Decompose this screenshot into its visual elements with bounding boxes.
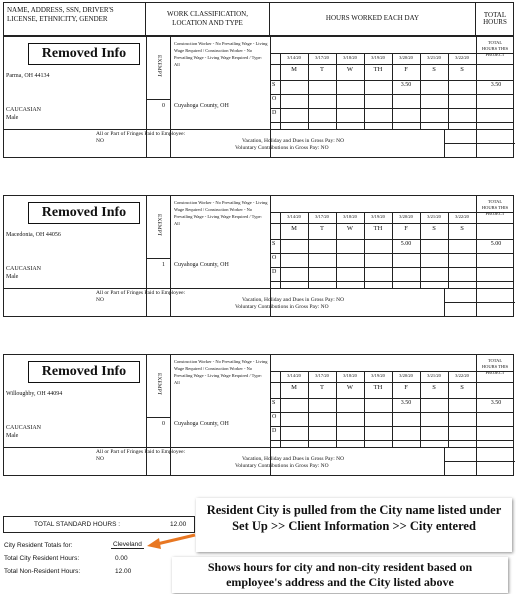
arrow-icon <box>145 531 197 551</box>
work-location: Cuyahoga County, OH <box>174 262 229 268</box>
column-divider <box>146 196 147 316</box>
date-label: 3/18/20 <box>343 214 357 219</box>
employee-gender: Male <box>6 433 19 439</box>
date-label: 3/19/20 <box>371 373 385 378</box>
footer-right-row <box>444 302 515 303</box>
employee-count: 0 <box>162 421 165 427</box>
nonresident-hours-value: 12.00 <box>115 568 132 575</box>
date-label: 3/21/20 <box>427 55 441 60</box>
grid-row-line <box>270 94 514 95</box>
row-label: O <box>272 255 277 261</box>
date-label: 3/19/20 <box>371 214 385 219</box>
date-label: 3/22/20 <box>455 55 469 60</box>
voluntary-text: Voluntary Contributions in Gross Pay: NO <box>235 463 329 469</box>
date-label: 3/22/20 <box>455 214 469 219</box>
grid-row-line <box>270 212 514 213</box>
grid-row-line <box>270 412 514 413</box>
resident-hours-value: 0.00 <box>115 555 128 562</box>
row-label: O <box>272 96 277 102</box>
work-location: Cuyahoga County, OH <box>174 421 229 427</box>
fringes-label: All or Part of Fringes Paid to Employee: <box>96 290 186 296</box>
column-divider <box>146 355 147 475</box>
day-label: T <box>320 225 324 232</box>
employee-ethnicity: CAUCASIAN <box>6 266 42 272</box>
employee-block <box>3 354 514 476</box>
grid-row-line <box>270 80 514 81</box>
grid-row-line <box>270 129 514 130</box>
day-label: S <box>432 66 436 73</box>
employee-gender: Male <box>6 274 19 280</box>
grid-row-line <box>270 281 514 282</box>
grid-row-line <box>270 239 514 240</box>
column-divider <box>170 196 171 316</box>
date-label: 3/14/20 <box>287 373 301 378</box>
date-label: 3/20/20 <box>399 55 413 60</box>
grid-row-line <box>270 53 514 54</box>
voluntary-text: Voluntary Contributions in Gross Pay: NO <box>235 145 329 151</box>
header-work-cell: WORK CLASSIFICATION, LOCATION AND TYPE <box>146 3 270 35</box>
total-standard-label: TOTAL STANDARD HOURS : <box>34 521 121 528</box>
total-hours-value: 5.00 <box>490 241 502 247</box>
date-label: 3/17/20 <box>315 55 329 60</box>
grid-row-line <box>270 426 514 427</box>
day-label: S <box>460 66 464 73</box>
day-label: F <box>404 66 408 73</box>
row-label: S <box>272 241 276 247</box>
employee-count: 1 <box>162 262 165 268</box>
friday-hours: 5.00 <box>400 241 412 247</box>
grid-row-line <box>270 288 514 289</box>
total-standard-value: 12.00 <box>170 521 187 528</box>
grid-row-line <box>270 64 514 65</box>
employee-block <box>3 36 514 158</box>
employee-gender: Male <box>6 115 19 121</box>
employee-ethnicity: CAUCASIAN <box>6 425 42 431</box>
resident-hours-label: Total City Resident Hours: <box>4 555 80 562</box>
grid-row-line <box>270 398 514 399</box>
date-label: 3/20/20 <box>399 373 413 378</box>
column-divider <box>170 355 171 475</box>
fringes-label: All or Part of Fringes Paid to Employee: <box>96 131 186 137</box>
work-classification: Construction Worker - No Prevailing Wage - Living Wage Required / Construction Worker - No Prevailing Wage - Living Wage Required / Type: All <box>174 41 268 67</box>
fringes-value: NO <box>96 456 104 462</box>
grid-row-line <box>270 122 514 123</box>
date-label: 3/14/20 <box>287 55 301 60</box>
vacation-text: Vacation, Holiday and Dues in Gross Pay: NO <box>242 297 345 303</box>
day-label: F <box>404 225 408 232</box>
nonresident-hours-label: Total Non-Resident Hours: <box>4 568 81 575</box>
day-label: T <box>320 66 324 73</box>
fringes-value: NO <box>96 297 104 303</box>
work-classification: Construction Worker - No Prevailing Wage - Living Wage Required / Construction Worker - No Prevailing Wage - Living Wage Required / Type: All <box>174 200 268 226</box>
callout-resident-city: Resident City is pulled from the City name listed under Set Up >> Client Information >> City entered <box>196 498 512 552</box>
friday-hours: 3.50 <box>400 82 412 88</box>
grid-row-line <box>270 267 514 268</box>
arrow-head <box>147 538 161 549</box>
city-value: Cleveland <box>113 541 142 548</box>
day-label: TH <box>373 225 383 232</box>
date-label: 3/14/20 <box>287 214 301 219</box>
date-label: 3/21/20 <box>427 214 441 219</box>
footer-divider <box>4 447 270 448</box>
fringes-value: NO <box>96 138 104 144</box>
work-classification: Construction Worker - No Prevailing Wage - Living Wage Required / Construction Worker - No Prevailing Wage - Living Wage Required / Type: All <box>174 359 268 385</box>
row-label: S <box>272 82 276 88</box>
exempt-label: EXEMPT <box>156 214 162 236</box>
voluntary-text: Voluntary Contributions in Gross Pay: NO <box>235 304 329 310</box>
row-label: D <box>272 110 277 116</box>
footer-divider <box>4 129 270 130</box>
grid-row-line <box>270 447 514 448</box>
grid-row-line <box>270 253 514 254</box>
exempt-divider <box>146 258 170 259</box>
vacation-text: Vacation, Holiday and Dues in Gross Pay: NO <box>242 138 345 144</box>
day-label: S <box>460 225 464 232</box>
footer-right-row <box>444 461 515 462</box>
date-label: 3/17/20 <box>315 373 329 378</box>
header-name-cell: NAME, ADDRESS, SSN, DRIVER'S LICENSE, ETHNICITY, GENDER <box>4 3 146 35</box>
day-label: W <box>346 66 354 73</box>
employee-ethnicity: CAUCASIAN <box>6 107 42 113</box>
redacted-info-box: Removed Info <box>28 43 140 65</box>
city-totals-label: City Resident Totals for: <box>4 542 73 549</box>
grid-row-line <box>270 382 514 383</box>
total-hours-label: TOTAL HOURS THIS PROJECT <box>481 358 509 375</box>
employee-block <box>3 195 514 317</box>
row-label: O <box>272 414 277 420</box>
exempt-divider <box>146 417 170 418</box>
total-hours-value: 3.50 <box>490 400 502 406</box>
date-label: 3/22/20 <box>455 373 469 378</box>
header-hours-cell: HOURS WORKED EACH DAY <box>270 3 476 35</box>
vacation-text: Vacation, Holiday and Dues in Gross Pay: NO <box>242 456 345 462</box>
footer-right-row <box>444 143 515 144</box>
total-hours-value: 3.50 <box>490 82 502 88</box>
exempt-label: EXEMPT <box>156 373 162 395</box>
callout-hours-explanation: Shows hours for city and non-city resident based on employee's address and the City listed above <box>172 557 508 593</box>
day-label: F <box>404 384 408 391</box>
column-divider <box>146 37 147 157</box>
column-divider <box>476 37 477 157</box>
date-label: 3/20/20 <box>399 214 413 219</box>
work-location: Cuyahoga County, OH <box>174 103 229 109</box>
grid-row-line <box>270 371 514 372</box>
exempt-label: EXEMPT <box>156 55 162 77</box>
total-hours-label: TOTAL HOURS THIS PROJECT <box>481 199 509 216</box>
row-label: D <box>272 428 277 434</box>
total-hours-label: TOTAL HOURS THIS PROJECT <box>481 40 509 57</box>
redacted-info-box: Removed Info <box>28 202 140 224</box>
date-label: 3/21/20 <box>427 373 441 378</box>
day-label: M <box>291 384 297 391</box>
row-label: S <box>272 400 276 406</box>
column-divider <box>476 355 477 475</box>
day-label: S <box>432 384 436 391</box>
arrow-shaft <box>157 535 195 544</box>
column-divider <box>170 37 171 157</box>
day-label: W <box>346 225 354 232</box>
grid-row-line <box>270 108 514 109</box>
date-label: 3/18/20 <box>343 373 357 378</box>
employee-address: Willoughby, OH 44094 <box>6 391 63 397</box>
date-label: 3/19/20 <box>371 55 385 60</box>
footer-divider <box>4 288 270 289</box>
employee-address: Macedonia, OH 44056 <box>6 232 61 238</box>
employee-count: 0 <box>162 103 165 109</box>
header-total-cell: TOTAL HOURS <box>483 10 507 26</box>
friday-hours: 3.50 <box>400 400 412 406</box>
day-label: TH <box>373 384 383 391</box>
day-label: T <box>320 384 324 391</box>
date-label: 3/17/20 <box>315 214 329 219</box>
day-label: TH <box>373 66 383 73</box>
row-label: D <box>272 269 277 275</box>
date-label: 3/18/20 <box>343 55 357 60</box>
employee-address: Parma, OH 44134 <box>6 73 50 79</box>
day-label: W <box>346 384 354 391</box>
fringes-label: All or Part of Fringes Paid to Employee: <box>96 449 186 455</box>
day-label: M <box>291 225 297 232</box>
day-label: S <box>432 225 436 232</box>
redacted-info-box: Removed Info <box>28 361 140 383</box>
day-label: M <box>291 66 297 73</box>
day-label: S <box>460 384 464 391</box>
header-row <box>3 2 514 36</box>
column-divider <box>476 196 477 316</box>
grid-row-line <box>270 440 514 441</box>
grid-row-line <box>270 223 514 224</box>
exempt-divider <box>146 99 170 100</box>
